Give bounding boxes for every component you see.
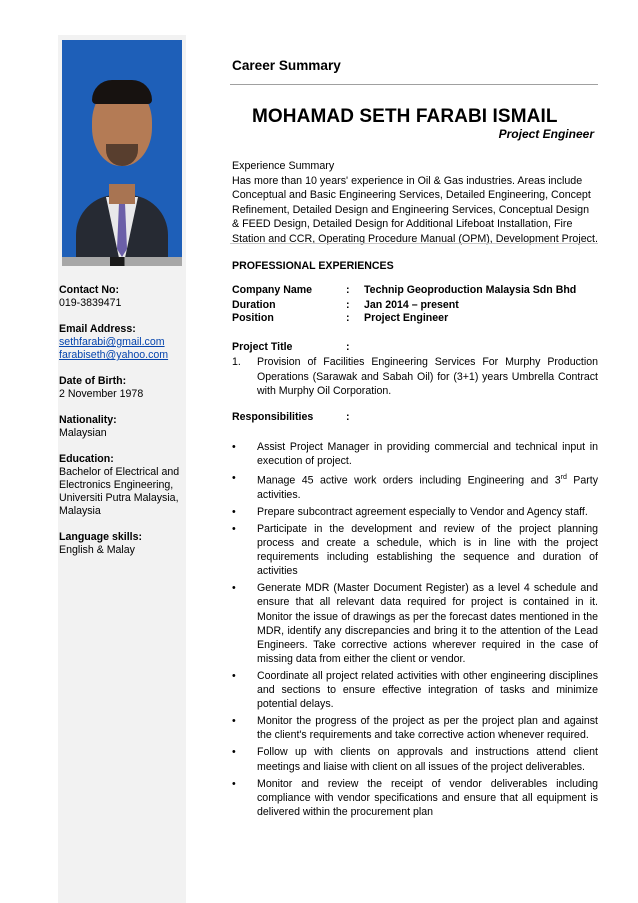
bullet-text-pre: Manage 45 active work orders including Engineering and 3 bbox=[257, 474, 561, 487]
dob-value: 2 November 1978 bbox=[59, 388, 144, 400]
bullet-text: Generate MDR (Master Document Register) as a level 4 schedule and ensure that all relevant data required for project is contained in it. Monitor the issue of drawings as per the forecast dates mentioned in the MDR, identify any discrepancies and bring it to the attention of the Lead Engineers. Take corrective actions wherever required in the case of missing data from either the client or vendor. bbox=[257, 582, 598, 665]
list-item bbox=[232, 522, 598, 578]
divider-bottom bbox=[230, 243, 598, 244]
bullet-icon: • bbox=[232, 523, 236, 535]
bullet-icon: • bbox=[232, 472, 236, 485]
position-colon: : bbox=[346, 312, 350, 324]
bullet-text: Participate in the development and review of the project planning process and create a schedule, which is in line with the project requirements including establishing the sequence and duration of activities bbox=[257, 523, 598, 578]
experience-summary-text: Has more than 10 years' experience in Oil & Gas industries. Areas include Conceptual and Basic Engineering Services, Detailed Engineering, Concept Refinement, Detailed Design and Engineering Services, Conceptual Design & FEED Design, Detailed Design for Additional Lifeboat Installation, Fire Station and CCR, Operating Procedure Manual (OPM), Development Project. bbox=[232, 174, 598, 245]
position-row bbox=[232, 312, 598, 326]
project-title-label: Project Title bbox=[232, 341, 293, 353]
bullet-icon: • bbox=[232, 777, 236, 790]
duration-colon: : bbox=[346, 299, 350, 311]
bullet-text: Monitor and review the receipt of vendor deliverables including compliance with vendor specifications and ensure that all equipment is delivered within the procurement plan bbox=[257, 777, 598, 818]
project-title-colon: : bbox=[346, 341, 350, 353]
bullet-text: Coordinate all project related activities with other engineering disciplines and sections to ensure effective integration of tasks and minimize potential delays. bbox=[257, 669, 598, 711]
position-value: Project Engineer bbox=[364, 312, 449, 324]
bullet-text-post: Party activities. bbox=[257, 474, 599, 501]
bullet-text-sup: rd bbox=[560, 474, 567, 482]
duration-row bbox=[232, 299, 598, 313]
duration-value: Jan 2014 – present bbox=[364, 299, 459, 311]
bullet-icon: • bbox=[232, 505, 236, 518]
bullet-icon: • bbox=[232, 746, 236, 759]
company-row bbox=[232, 284, 598, 298]
divider-top bbox=[230, 84, 598, 85]
company-label: Company Name bbox=[232, 284, 313, 296]
candidate-name: MOHAMAD SETH FARABI ISMAIL bbox=[252, 106, 558, 127]
list-item bbox=[232, 471, 598, 502]
photo-bottom-strip bbox=[62, 257, 182, 266]
nationality-label: Nationality: bbox=[59, 414, 117, 426]
bullet-text: Assist Project Manager in providing commercial and technical input in execution of project. bbox=[257, 441, 598, 468]
list-item bbox=[232, 581, 598, 666]
education-value: Bachelor of Electrical and Electronics Engineering, Universiti Putra Malaysia, Malaysia bbox=[59, 466, 180, 517]
education-label: Education: bbox=[59, 453, 114, 465]
responsibilities-colon: : bbox=[346, 411, 350, 423]
list-item bbox=[232, 777, 598, 819]
bullet-icon: • bbox=[232, 669, 236, 682]
contact-label: Contact No: bbox=[59, 284, 120, 296]
sidebar bbox=[58, 35, 186, 903]
professional-experiences-heading: PROFESSIONAL EXPERIENCES bbox=[232, 260, 394, 272]
company-value: Technip Geoproduction Malaysia Sdn Bhd bbox=[364, 284, 577, 296]
position-label: Position bbox=[232, 312, 274, 324]
project-text: Provision of Facilities Engineering Services For Murphy Production Operations (Sarawak and Sabah Oil) for (3+1) years Umbrella Contract with Murphy Oil Corporation. bbox=[257, 356, 598, 397]
project-number: 1. bbox=[232, 356, 241, 368]
contact-value: 019-3839471 bbox=[59, 297, 122, 309]
profile-photo bbox=[62, 40, 182, 266]
email-link-1[interactable]: sethfarabi@gmail.com bbox=[59, 336, 165, 348]
contact-details bbox=[59, 284, 185, 557]
company-colon: : bbox=[346, 284, 350, 296]
list-item bbox=[232, 745, 598, 773]
photo-hair bbox=[92, 80, 152, 104]
bullet-text: Prepare subcontract agreement especially to Vendor and Agency staff. bbox=[257, 505, 588, 518]
email-label: Email Address: bbox=[59, 323, 136, 335]
experience-summary-title: Experience Summary bbox=[232, 160, 335, 172]
list-item bbox=[232, 669, 598, 711]
bullet-icon: • bbox=[232, 582, 236, 595]
list-item bbox=[232, 440, 598, 468]
language-label: Language skills: bbox=[59, 531, 143, 543]
project-item bbox=[232, 355, 598, 399]
list-item bbox=[232, 714, 598, 742]
project-title-row bbox=[232, 341, 598, 353]
duration-label: Duration bbox=[232, 299, 276, 311]
responsibilities-label: Responsibilities bbox=[232, 411, 314, 423]
candidate-role: Project Engineer bbox=[498, 127, 594, 141]
language-value: English & Malay bbox=[59, 544, 135, 556]
bullet-text: Follow up with clients on approvals and instructions attend client meetings and liaise with client on all issues of the project deliverables. bbox=[257, 746, 598, 773]
responsibilities-row bbox=[232, 411, 598, 423]
list-item bbox=[232, 505, 598, 519]
experience-summary bbox=[232, 159, 598, 246]
responsibilities-list bbox=[232, 440, 598, 822]
bullet-icon: • bbox=[232, 715, 236, 728]
bullet-text: Monitor the progress of the project as per the project plan and against the client's requirements and take corrective action whenever required. bbox=[257, 715, 598, 742]
career-summary-heading: Career Summary bbox=[232, 58, 341, 73]
dob-label: Date of Birth: bbox=[59, 375, 127, 387]
email-link-2[interactable]: farabiseth@yahoo.com bbox=[59, 349, 169, 361]
photo-neck bbox=[109, 184, 135, 204]
bullet-icon: • bbox=[232, 441, 236, 453]
nationality-value: Malaysian bbox=[59, 427, 107, 439]
